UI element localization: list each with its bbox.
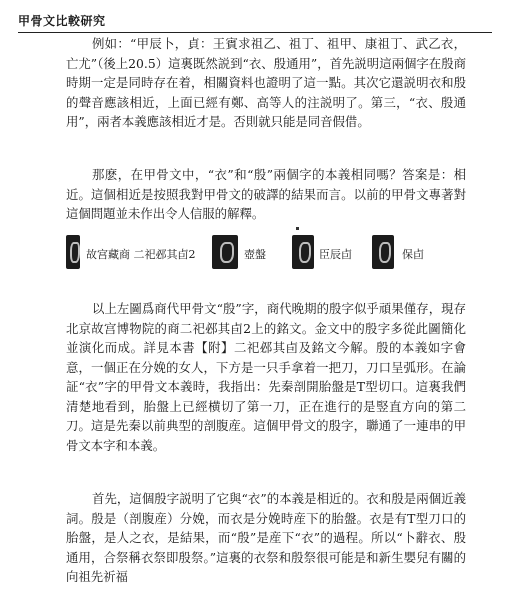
- oracle-bone-yin-glyph-image: [66, 235, 80, 269]
- paragraph-2-text: 那麽，在甲骨文中，“衣”和“殷”兩個字的本義相同嗎？答案是：相近。這個相近是按照我對甲骨文的破譯的結果而言。以前的甲骨文專著對這個問題並未作出令人信服的解釋。: [66, 167, 466, 221]
- print-speck: [296, 227, 299, 230]
- header-title: 甲骨文比較研究: [18, 14, 106, 28]
- figure-caption-4: 保卣: [402, 248, 424, 261]
- inscription-figure-row: [66, 235, 486, 275]
- figure-caption-3: 臣辰卣: [319, 248, 352, 261]
- figure-caption-2: 壺盤: [244, 248, 266, 261]
- running-header: [18, 10, 492, 33]
- chen-chen-you-inscription-image: [292, 235, 314, 269]
- paragraph-1-text: 例如：“甲辰卜，貞：王賓求祖乙、祖丁、祖甲、康祖丁、武乙衣，亡尤”（後上20.5）這裏既然説到“衣、殷通用”，首先説明這兩個字在殷商時期一定是同時存在着，相關資料也證明了這一點。其次它還説明衣和殷的聲音應該相近，上面已經有鄭、高等人的注説明了。第三，“衣、殷通用”，兩者本義應該相近才是。否則就只能是同音假借。: [66, 36, 466, 129]
- paragraph-3: [66, 299, 466, 455]
- bao-you-inscription-image: [372, 235, 394, 269]
- figure-caption-1: 故宫藏商 二祀邲其卣2: [86, 248, 196, 261]
- paragraph-4: [66, 489, 466, 587]
- paragraph-2: [66, 165, 466, 224]
- hu-pan-inscription-image: [212, 235, 238, 269]
- paragraph-3-text: 以上左圖爲商代甲骨文“殷”字，商代晚期的殷字似乎頑果僅存，現存北京故宫博物院的商二祀邲其卣2上的銘文。金文中的殷字多從此圖簡化並演化而成。詳見本書【附】二祀邲其卣及銘文今解。殷的本義如字會意，一個正在分娩的女人，下方是一只手拿着一把刀，刀口呈弧形。在論証“衣”字的甲骨文本義時，我指出：先秦剖開胎盤是T型切口。這裏我們清楚地看到，胎盤上已經横切了第一刀，正在進行的是竪直方向的第二刀。這是先秦以前典型的剖腹産。這個甲骨文的殷字，聯通了一連串的甲骨文本字和本義。: [66, 301, 466, 453]
- paragraph-1: [66, 34, 466, 132]
- paragraph-4-text: 首先，這個殷字説明了它與“衣”的本義是相近的。衣和殷是兩個近義詞。殷是（剖腹産）分娩，而衣是分娩時産下的胎盤。衣是有T型刀口的胎盤，是人之衣，是結果，而“殷”是産下“衣”的過程。所以“卜辭衣、殷通用，合祭稱衣祭即殷祭。”這裏的衣祭和殷祭很可能是和新生嬰兒有關的向祖先祈福: [66, 491, 466, 584]
